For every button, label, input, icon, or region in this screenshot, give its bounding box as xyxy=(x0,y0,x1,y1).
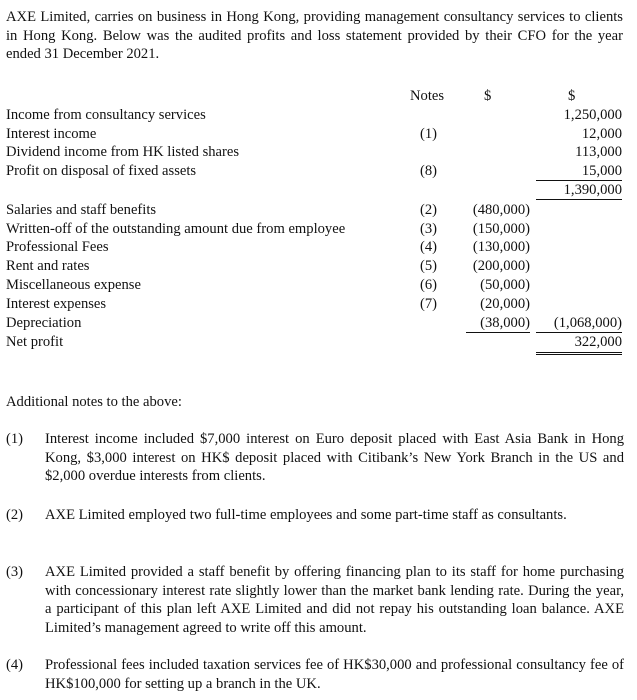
note-item xyxy=(6,506,624,525)
expense-note: (2) xyxy=(420,202,438,218)
intro-paragraph: AXE Limited, carries on business in Hong Kong, providing management consultancy services to clients in Hong Kong. Below was the audited profits and loss statement provided by their CFO for the year ended 31 December 2021. xyxy=(6,9,623,62)
note-text: Interest income included $7,000 interest on Euro deposit placed with East Asia Bank in Hong Kong, $3,000 interest on HK$ deposit placed with Citibank’s New York Branch in the US and $2,000 overdue interests from clients. xyxy=(45,431,624,484)
note-text: AXE Limited provided a staff benefit by offering financing plan to its staff for home purchasing with concessionary interest rate slightly lower than the market bank lending rate. During the year, a participant of this plan left AXE Limited and did not repay his outstanding loan balance. AXE Limited’s management agreed to write off this amount. xyxy=(45,564,624,636)
net-profit-label: Net profit xyxy=(6,334,64,350)
note-number: (1) xyxy=(6,431,24,447)
expense-label: Written-off of the outstanding amount due from employee xyxy=(6,221,346,237)
note-item xyxy=(6,656,624,693)
expense-label: Miscellaneous expense xyxy=(6,277,141,293)
expense-label: Depreciation xyxy=(6,315,82,331)
expense-note: (6) xyxy=(420,277,438,293)
income-note: (8) xyxy=(420,163,438,179)
income-note: (1) xyxy=(420,126,438,142)
expense-label: Rent and rates xyxy=(6,258,90,274)
expense-label: Interest expenses xyxy=(6,296,107,312)
income-label: Interest income xyxy=(6,126,97,142)
expense-amount: (50,000) xyxy=(480,277,530,293)
note-item xyxy=(6,563,624,637)
note-text: Professional fees included taxation services fee of HK$30,000 and professional consultancy fee of HK$100,000 for setting up a branch in the UK. xyxy=(45,657,624,692)
note-number: (2) xyxy=(6,507,24,523)
note-number: (3) xyxy=(6,564,24,580)
expense-note: (4) xyxy=(420,239,438,255)
col1-header: $ xyxy=(484,88,492,104)
expense-amount: (20,000) xyxy=(480,296,530,312)
income-label: Dividend income from HK listed shares xyxy=(6,144,240,160)
income-subtotal: 1,390,000 xyxy=(536,181,622,200)
additional-notes-heading: Additional notes to the above: xyxy=(6,394,182,410)
note-text: AXE Limited employed two full-time employees and some part-time staff as consultants. xyxy=(45,507,567,523)
expense-amount: (38,000) xyxy=(466,314,530,333)
income-total: 113,000 xyxy=(575,144,622,160)
expense-amount: (480,000) xyxy=(472,202,530,218)
expense-amount: (150,000) xyxy=(472,221,530,237)
income-total: 12,000 xyxy=(581,126,622,142)
expense-amount: (130,000) xyxy=(472,239,530,255)
col2-header: $ xyxy=(568,88,576,104)
expense-label: Salaries and staff benefits xyxy=(6,202,157,218)
income-total: 15,000 xyxy=(536,162,622,181)
net-profit-value: 322,000 xyxy=(536,333,622,355)
expense-note: (5) xyxy=(420,258,438,274)
expense-amount: (200,000) xyxy=(472,258,530,274)
notes-header: Notes xyxy=(410,88,445,104)
expense-label: Professional Fees xyxy=(6,239,109,255)
expense-subtotal: (1,068,000) xyxy=(536,314,622,333)
income-label: Income from consultancy services xyxy=(6,107,206,123)
expense-note: (3) xyxy=(420,221,438,237)
expense-note: (7) xyxy=(420,296,438,312)
note-number: (4) xyxy=(6,657,24,673)
note-item xyxy=(6,430,624,486)
income-total: 1,250,000 xyxy=(563,107,622,123)
income-label: Profit on disposal of fixed assets xyxy=(6,163,197,179)
